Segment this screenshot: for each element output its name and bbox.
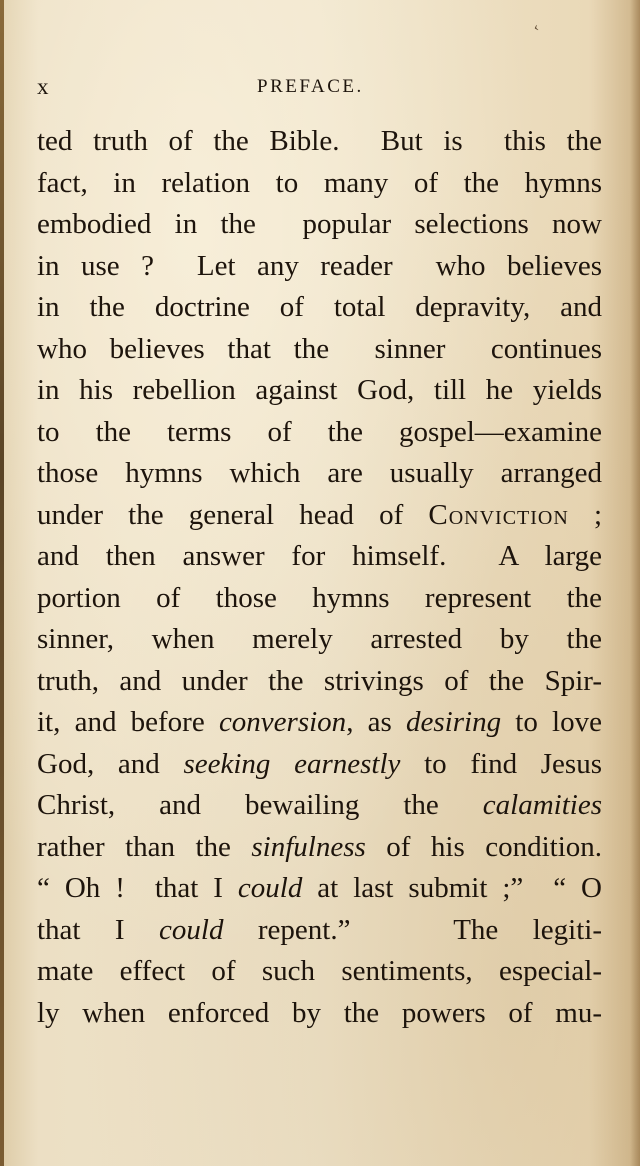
text-segment: and then answer for himself. A large xyxy=(37,540,602,572)
italic-text: seeking earnestly xyxy=(183,747,401,780)
text-line xyxy=(37,744,602,786)
text-line xyxy=(37,495,602,537)
text-segment: repent.” The legiti- xyxy=(223,913,602,946)
italic-text: could xyxy=(159,913,224,946)
text-segment: of his condition. xyxy=(365,830,602,863)
text-segment: “ Oh ! that I xyxy=(37,872,238,904)
running-title: PREFACE. xyxy=(257,76,364,97)
text-segment: to the terms of the gospel—examine xyxy=(37,415,602,448)
italic-text: conversion xyxy=(218,706,347,738)
text-segment: to find Jesus xyxy=(400,747,602,780)
text-line xyxy=(37,246,602,288)
text-segment: in the doctrine of total depravity, and xyxy=(37,291,602,323)
body-text xyxy=(37,121,602,1034)
text-segment: who believes that the sinner continues xyxy=(37,332,602,365)
text-line xyxy=(37,910,602,952)
small-caps-text: Conviction xyxy=(428,498,569,531)
text-segment: ; xyxy=(568,498,603,531)
text-segment: at last submit ;” “ O xyxy=(302,872,602,904)
text-segment: to love xyxy=(501,706,602,738)
text-segment: truth, and under the strivings of the Spir- xyxy=(37,664,602,697)
text-segment: God, and xyxy=(37,747,184,780)
text-line xyxy=(37,412,602,454)
text-segment: Christ, and bewailing the xyxy=(37,789,483,821)
text-segment: under the general head of xyxy=(37,498,429,531)
text-line xyxy=(37,536,602,578)
text-line xyxy=(37,827,602,869)
text-line xyxy=(37,578,602,620)
text-segment: mate effect of such sentiments, especial- xyxy=(37,955,602,987)
text-line xyxy=(37,993,602,1035)
italic-text: sinfulness xyxy=(251,830,366,863)
page-number: x xyxy=(37,74,50,99)
text-segment: embodied in the popular selections now xyxy=(37,208,602,240)
text-line xyxy=(37,204,602,246)
italic-text: calamities xyxy=(482,789,602,821)
text-segment: in his rebellion against God, till he yields xyxy=(37,374,602,406)
running-head xyxy=(0,74,640,100)
text-segment: ly when enforced by the powers of mu- xyxy=(37,996,602,1029)
text-line xyxy=(37,702,602,744)
text-segment: that I xyxy=(37,913,160,946)
text-line xyxy=(37,619,602,661)
text-line xyxy=(37,163,602,205)
text-line xyxy=(37,453,602,495)
text-line xyxy=(37,121,602,163)
page-binding-edge xyxy=(0,0,4,1166)
text-segment: sinner, when merely arrested by the xyxy=(37,623,602,655)
text-segment: rather than the xyxy=(37,830,252,863)
text-line xyxy=(37,329,602,371)
text-line xyxy=(37,951,602,993)
text-line xyxy=(37,287,602,329)
text-line xyxy=(37,868,602,910)
text-segment: fact, in relation to many of the hymns xyxy=(37,166,602,199)
text-segment: portion of those hymns represent the xyxy=(37,581,602,614)
text-segment: it, and before xyxy=(37,706,219,738)
text-segment: , as xyxy=(346,706,407,738)
text-line xyxy=(37,661,602,703)
text-line xyxy=(37,785,602,827)
text-segment: those hymns which are usually arranged xyxy=(37,457,602,489)
text-line xyxy=(37,370,602,412)
text-segment: ted truth of the Bible. But is this the xyxy=(37,125,602,157)
italic-text: could xyxy=(237,872,303,904)
pencil-mark: ‹ xyxy=(531,19,541,36)
page-outer-edge xyxy=(630,0,640,1166)
italic-text: desiring xyxy=(406,706,502,738)
text-segment: in use ? Let any reader who believes xyxy=(37,249,602,282)
